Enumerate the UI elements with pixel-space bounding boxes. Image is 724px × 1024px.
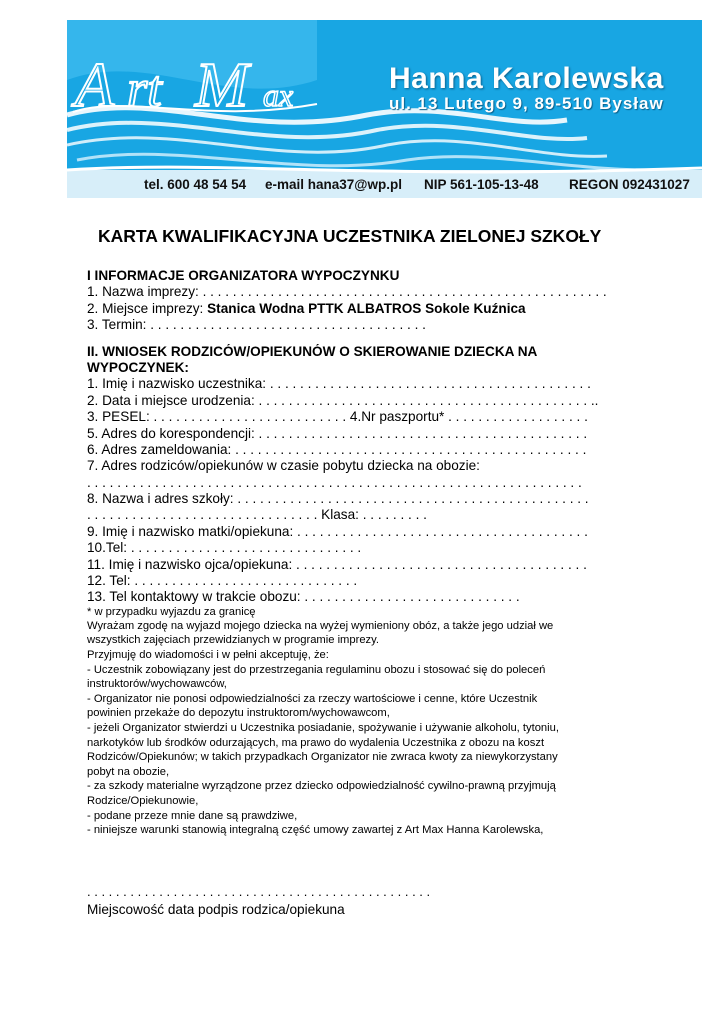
- regon-text: REGON 092431027: [569, 177, 690, 192]
- pesel-passport-field: 3. PESEL: . . . . . . . . . . . . . . . . . . . . . . . . . . 4.Nr paszportu* . . . . . . . . . . . . . . . . . . .: [87, 409, 588, 425]
- consent-line: - Organizator nie ponosi odpowiedzialności za rzeczy wartościowe i cenne, które Uczestnik: [87, 692, 538, 705]
- email-text: e-mail hana37@wp.pl: [265, 177, 402, 192]
- event-place-label: 2. Miejsce imprezy:: [87, 300, 208, 316]
- mother-phone-field: 10.Tel: . . . . . . . . . . . . . . . . . . . . . . . . . . . . . . .: [87, 540, 362, 556]
- mother-name-field: 9. Imię i nazwisko matki/opiekuna: . . . . . . . . . . . . . . . . . . . . . . . . . . . . . . . . . . . . . . .: [87, 523, 588, 539]
- father-name-field: 11. Imię i nazwisko ojca/opiekuna: . . . . . . . . . . . . . . . . . . . . . . . . . . . . . . . . . . . . . . .: [87, 556, 587, 572]
- artmax-logo: [67, 34, 327, 134]
- svg-text:rt: rt: [127, 61, 162, 118]
- birth-date-field: 2. Data i miejsce urodzenia: . . . . . . . . . . . . . . . . . . . . . . . . . . . . . . . . . . . . . . . . . . . . ..: [87, 392, 599, 408]
- correspondence-address-field: 5. Adres do korespondencji: . . . . . . . . . . . . . . . . . . . . . . . . . . . . . . . . . . . . . . . . . . . .: [87, 425, 588, 441]
- consent-line: Wyrażam zgodę na wyjazd mojego dziecka na wyżej wymieniony obóz, a także jego udział we: [87, 619, 554, 632]
- consent-line: pobyt na obozie,: [87, 765, 170, 778]
- passport-footnote: * w przypadku wyjazdu za granicę: [87, 605, 256, 618]
- camp-contact-phone-field: 13. Tel kontaktowy w trakcie obozu: . . . . . . . . . . . . . . . . . . . . . . . . . . . . .: [87, 589, 520, 605]
- consent-line: narkotyków lub środków odurzających, ma prawo do wydalenia Uczestnika z obozu na koszt: [87, 736, 545, 749]
- signature-line: . . . . . . . . . . . . . . . . . . . . . . . . . . . . . . . . . . . . . . . . . . . . . . . .: [87, 884, 431, 899]
- event-place-value: Stanica Wodna PTTK ALBATROS Sokole Kuźnica: [207, 300, 526, 316]
- father-phone-field: 12. Tel: . . . . . . . . . . . . . . . . . . . . . . . . . . . . . .: [87, 573, 358, 589]
- consent-line: - podane przeze mnie dane są prawdziwe,: [87, 809, 298, 822]
- school-field: 8. Nazwa i adres szkoły: . . . . . . . . . . . . . . . . . . . . . . . . . . . . . . . . . . . . . . . . . . . . . . .: [87, 491, 589, 507]
- svg-text:A: A: [75, 49, 115, 120]
- signature-label: Miejscowość data podpis rodzica/opiekuna: [87, 902, 345, 917]
- phone-text: tel. 600 48 54 54: [144, 177, 247, 192]
- section2-heading-cont: WYPOCZYNEK:: [87, 359, 189, 375]
- parents-address-label: 7. Adres rodziców/opiekunów w czasie pobytu dziecka na obozie:: [87, 458, 480, 474]
- svg-text:ax: ax: [263, 77, 294, 113]
- consent-line: - jeżeli Organizator stwierdzi u Uczestnika posiadanie, spożywanie i używanie alkoholu, tytoniu,: [87, 721, 559, 734]
- svg-text:M: M: [195, 49, 249, 120]
- parents-address-field: . . . . . . . . . . . . . . . . . . . . . . . . . . . . . . . . . . . . . . . . . . . . . . . . . . . . . . . . . . . . . . . . . .: [87, 474, 582, 490]
- consent-line: Rodziców/Opiekunów; w takich przypadkach Organizator nie zwraca kwoty za niewykorzystany: [87, 751, 558, 764]
- consent-line: - niniejsze warunki stanowią integralną część umowy zawartej z Art Max Hanna Karolewska,: [87, 824, 544, 837]
- nip-text: NIP 561-105-13-48: [424, 177, 539, 192]
- registered-address-field: 6. Adres zameldowania: . . . . . . . . . . . . . . . . . . . . . . . . . . . . . . . . . . . . . . . . . . . . . . .: [87, 441, 587, 457]
- document-title: KARTA KWALIFIKACYJNA UCZESTNIKA ZIELONEJ SZKOŁY: [98, 226, 602, 246]
- header-banner: [67, 20, 702, 198]
- company-name: Hanna Karolewska: [389, 62, 664, 95]
- event-name-field: 1. Nazwa imprezy: . . . . . . . . . . . . . . . . . . . . . . . . . . . . . . . . . . . . . . . . . . . . . . . . . . . . . .: [87, 284, 607, 300]
- consent-line: Przyjmuję do wiadomości i w pełni akceptuję, że:: [87, 649, 329, 661]
- consent-line: - Uczestnik zobowiązany jest do przestrzegania regulaminu obozu i stosować się do poleceń: [87, 663, 546, 676]
- contact-bar: [67, 175, 702, 195]
- consent-line: wszystkich zajęciach przewidzianych w programie imprezy.: [87, 634, 380, 647]
- consent-line: Rodzice/Opiekunowie,: [87, 794, 199, 807]
- school-class-field: . . . . . . . . . . . . . . . . . . . . . . . . . . . . . . . Klasa: . . . . . . . . .: [87, 507, 427, 523]
- participant-name-field: 1. Imię i nazwisko uczestnika: . . . . . . . . . . . . . . . . . . . . . . . . . . . . . . . . . . . . . . . . . . .: [87, 376, 591, 392]
- section1-heading: I INFORMACJE ORGANIZATORA WYPOCZYNKU: [87, 268, 400, 283]
- consent-line: powinien przekaże do depozytu instruktorom/wychowawcom,: [87, 707, 390, 720]
- consent-line: - za szkody materialne wyrządzone przez dziecko odpowiedzialność cywilno-prawną przyjmują: [87, 780, 556, 793]
- event-date-field: 3. Termin: . . . . . . . . . . . . . . . . . . . . . . . . . . . . . . . . . . . . .: [87, 317, 426, 333]
- consent-line: instruktorów/wychowawców,: [87, 678, 227, 691]
- event-place-field: [87, 301, 647, 317]
- company-address: ul. 13 Lutego 9, 89-510 Bysław: [389, 94, 664, 113]
- form-body: [87, 268, 647, 838]
- section2-heading: II. WNIOSEK RODZICÓW/OPIEKUNÓW O SKIEROWANIE DZIECKA NA: [87, 343, 538, 359]
